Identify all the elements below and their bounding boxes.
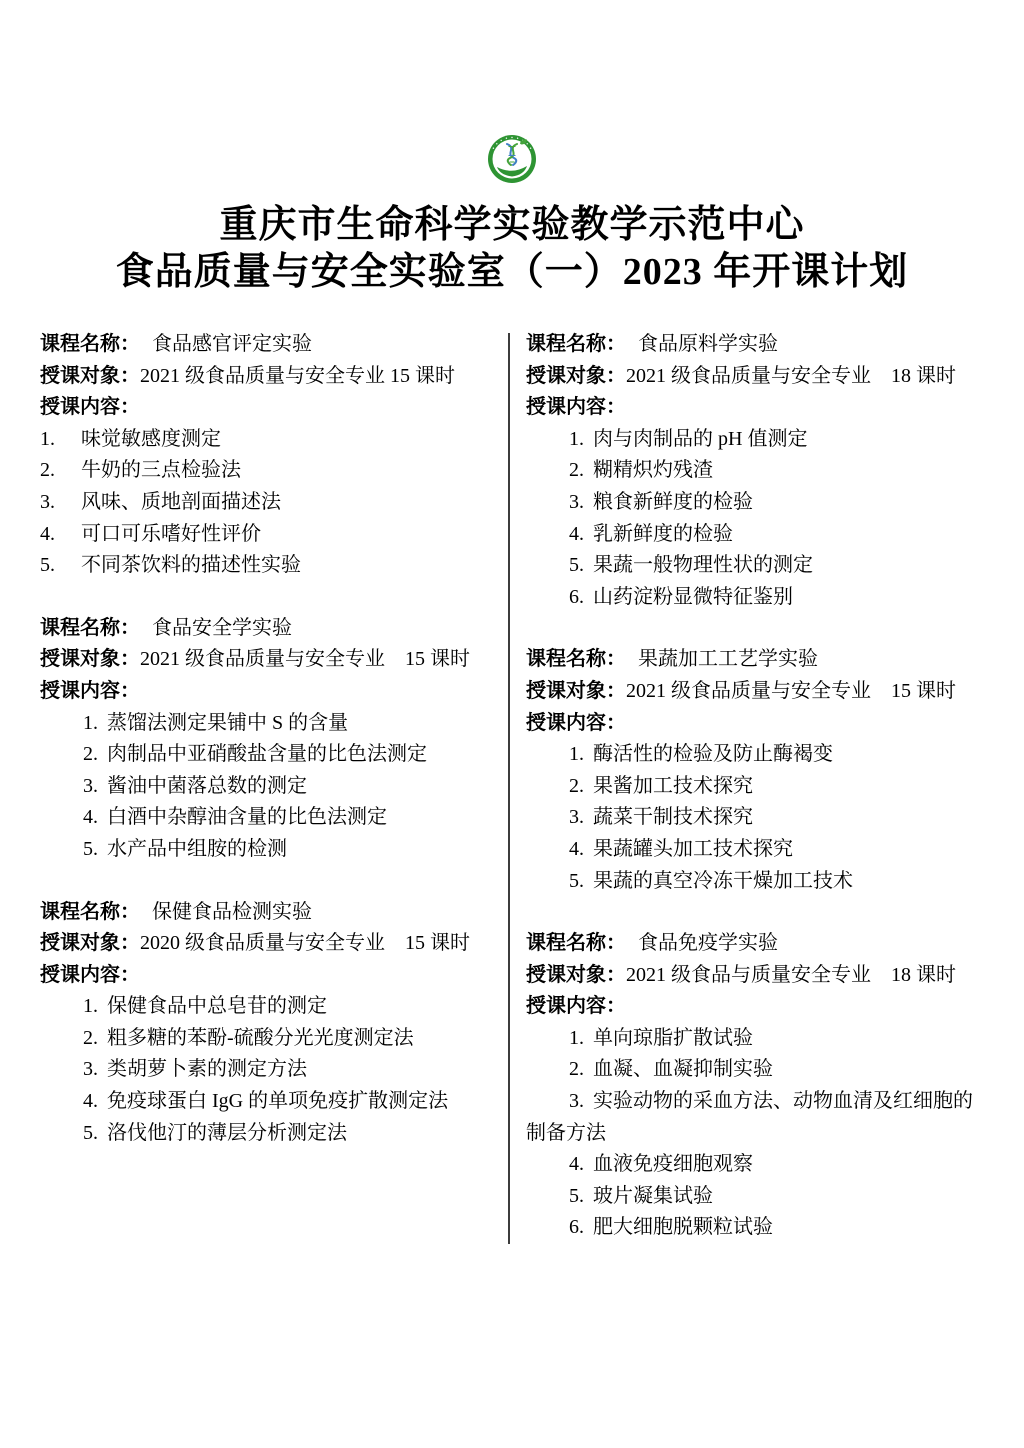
- list-item-text: 风味、质地剖面描述法: [81, 490, 281, 513]
- page-title: [0, 202, 1024, 296]
- course-target: 2020 级食品质量与安全专业 15 课时: [140, 932, 470, 955]
- list-item-number: 3.: [83, 774, 98, 797]
- list-item: [40, 834, 492, 866]
- list-item: [40, 550, 492, 582]
- course-item-list: [40, 991, 492, 1149]
- list-item: [40, 739, 492, 771]
- course-target: 2021 级食品质量与安全专业 15 课时: [140, 648, 470, 671]
- list-item-text: 水产品中组胺的检测: [107, 837, 287, 860]
- logo-container: [0, 0, 1024, 186]
- list-item-number: 4.: [569, 837, 584, 860]
- course-target-line: [40, 361, 492, 393]
- list-item-text: 保健食品中总皂苷的测定: [107, 995, 327, 1018]
- course-content-line: [526, 392, 974, 424]
- list-item-number: 6.: [569, 585, 584, 608]
- course-name: 食品感官评定实验: [152, 333, 312, 355]
- course-content-line: [40, 960, 492, 992]
- page-title-line1: 重庆市生命科学实验教学示范中心: [219, 204, 805, 246]
- course-content-line: [40, 676, 492, 708]
- course-target: 2021 级食品质量与安全专业 15 课时: [626, 679, 956, 702]
- list-item-number: 2.: [569, 1058, 584, 1081]
- course-name-line: [526, 329, 974, 361]
- list-item-text: 果蔬罐头加工技术探究: [593, 837, 793, 860]
- course-target-label: 授课对象：: [40, 932, 140, 955]
- course-target: 2021 级食品与质量安全专业 18 课时: [626, 963, 956, 986]
- left-column: [40, 329, 492, 1244]
- list-item: [526, 1086, 974, 1149]
- list-item-number: 2.: [569, 459, 584, 482]
- list-item-number: 5.: [569, 869, 584, 892]
- course-name-label: 课程名称：: [526, 333, 626, 355]
- list-item: [526, 771, 974, 803]
- list-item-text: 不同茶饮料的描述性实验: [81, 554, 301, 577]
- list-item-text: 山药淀粉显微特征鉴别: [593, 585, 793, 608]
- list-item-number: 3.: [83, 1058, 98, 1081]
- course-name-line: [40, 613, 492, 645]
- list-item-text: 蒸馏法测定果铺中 S 的含量: [107, 711, 349, 734]
- list-item-number: 4.: [40, 522, 55, 545]
- list-item: [526, 582, 974, 614]
- list-item-text: 粗多糖的苯酚-硫酸分光光度测定法: [107, 1026, 414, 1049]
- list-item-text: 果蔬的真空冷冻干燥加工技术: [593, 869, 853, 892]
- list-item-text: 酶活性的检验及防止酶褐变: [593, 743, 833, 766]
- list-item-text: 血凝、血凝抑制实验: [593, 1058, 773, 1081]
- list-item: [40, 424, 492, 456]
- course-content-line: [526, 991, 974, 1023]
- course-name-label: 课程名称：: [526, 932, 626, 955]
- course-name: 食品免疫学实验: [638, 932, 778, 955]
- center-logo-icon: [487, 134, 537, 184]
- course-target-label: 授课对象：: [526, 679, 626, 702]
- list-item-number: 1.: [569, 1026, 584, 1049]
- list-item-text: 玻片凝集试验: [593, 1184, 713, 1207]
- list-item-number: 1.: [83, 995, 98, 1018]
- course-target-line: [40, 644, 492, 676]
- course-content-label: 授课内容：: [526, 396, 626, 419]
- course-name: 食品原料学实验: [638, 333, 778, 355]
- list-item-text: 单向琼脂扩散试验: [593, 1026, 753, 1049]
- course-target: 2021 级食品质量与安全专业 18 课时: [626, 364, 956, 387]
- list-item: [526, 1181, 974, 1213]
- course-name-line: [40, 329, 492, 361]
- course-target-label: 授课对象：: [40, 648, 140, 671]
- course-item-list: [526, 739, 974, 897]
- document-body: [0, 296, 1024, 1244]
- list-item-number: 3.: [40, 490, 55, 513]
- list-item: [526, 455, 974, 487]
- list-item: [526, 519, 974, 551]
- course-item-list: [526, 1023, 974, 1244]
- list-item-number: 1.: [40, 427, 55, 450]
- course-content-label: 授课内容：: [40, 396, 140, 419]
- list-item-number: 1.: [569, 427, 584, 450]
- list-item-text: 乳新鲜度的检验: [593, 522, 733, 545]
- course-name: 保健食品检测实验: [152, 900, 312, 923]
- course-content-line: [40, 392, 492, 424]
- list-item-number: 3.: [569, 806, 584, 829]
- course-name-label: 课程名称：: [526, 648, 626, 671]
- list-item: [526, 1212, 974, 1244]
- right-column: [526, 329, 974, 1244]
- list-item: [526, 802, 974, 834]
- list-item-text: 果蔬一般物理性状的测定: [593, 554, 813, 577]
- list-item-text: 味觉敏感度测定: [81, 427, 221, 450]
- list-item-text: 糊精炽灼残渣: [593, 459, 713, 482]
- list-item: [526, 866, 974, 898]
- course-target-line: [526, 676, 974, 708]
- course-content-line: [526, 708, 974, 740]
- list-item: [40, 771, 492, 803]
- list-item: [40, 991, 492, 1023]
- course-name-label: 课程名称：: [40, 333, 140, 355]
- list-item-number: 4.: [569, 1153, 584, 1176]
- list-item-number: 2.: [83, 743, 98, 766]
- list-item-number: 1.: [569, 743, 584, 766]
- course-target-label: 授课对象：: [526, 364, 626, 387]
- list-item: [526, 1149, 974, 1181]
- list-item-number: 5.: [40, 554, 55, 577]
- list-item: [526, 1023, 974, 1055]
- list-item-number: 4.: [83, 806, 98, 829]
- list-item: [526, 1054, 974, 1086]
- list-item-text: 血液免疫细胞观察: [593, 1153, 753, 1176]
- list-item-number: 3.: [569, 1090, 584, 1113]
- list-item: [526, 739, 974, 771]
- course-name-label: 课程名称：: [40, 900, 140, 923]
- list-item-number: 1.: [83, 711, 98, 734]
- course-block-fruit-veg-processing: [526, 644, 974, 897]
- list-item-text: 类胡萝卜素的测定方法: [107, 1058, 307, 1081]
- course-block-food-safety: [40, 613, 492, 866]
- list-item-text: 免疫球蛋白 IgG 的单项免疫扩散测定法: [107, 1090, 449, 1113]
- list-item: [40, 708, 492, 740]
- list-item-text: 可口可乐嗜好性评价: [81, 522, 261, 545]
- list-item-number: 4.: [569, 522, 584, 545]
- list-item-number: 2.: [83, 1026, 98, 1049]
- list-item-number: 6.: [569, 1216, 584, 1239]
- course-name-line: [40, 897, 492, 929]
- course-target-label: 授课对象：: [40, 364, 140, 387]
- list-item-number: 2.: [40, 459, 55, 482]
- course-name: 食品安全学实验: [152, 616, 292, 639]
- list-item: [40, 1023, 492, 1055]
- list-item-number: 3.: [569, 490, 584, 513]
- course-name-line: [526, 928, 974, 960]
- list-item-text: 酱油中菌落总数的测定: [107, 774, 307, 797]
- page-title-line2: 食品质量与安全实验室（一）2023 年开课计划: [115, 251, 909, 293]
- list-item-number: 4.: [83, 1090, 98, 1113]
- course-target-line: [40, 928, 492, 960]
- list-item: [526, 834, 974, 866]
- list-item: [40, 455, 492, 487]
- list-item-text: 果酱加工技术探究: [593, 774, 753, 797]
- course-block-food-immunology: [526, 928, 974, 1244]
- course-name-label: 课程名称：: [40, 616, 140, 639]
- course-item-list: [526, 424, 974, 614]
- course-content-label: 授课内容：: [526, 995, 626, 1018]
- course-block-food-sensory: [40, 329, 492, 582]
- list-item-number: 5.: [83, 837, 98, 860]
- column-divider: [508, 333, 510, 1244]
- list-item-text: 实验动物的采血方法、动物血清及红细胞的制备方法: [526, 1090, 973, 1144]
- list-item: [40, 487, 492, 519]
- course-block-raw-materials: [526, 329, 974, 613]
- course-target-label: 授课对象：: [526, 963, 626, 986]
- course-name: 果蔬加工工艺学实验: [638, 648, 818, 671]
- course-target-line: [526, 960, 974, 992]
- list-item-text: 肉制品中亚硝酸盐含量的比色法测定: [107, 743, 427, 766]
- list-item-text: 蔬菜干制技术探究: [593, 806, 753, 829]
- list-item-number: 5.: [83, 1121, 98, 1144]
- course-item-list: [40, 424, 492, 582]
- course-item-list: [40, 708, 492, 866]
- course-name-line: [526, 644, 974, 676]
- list-item-text: 白酒中杂醇油含量的比色法测定: [107, 806, 387, 829]
- list-item: [40, 1086, 492, 1118]
- list-item-text: 粮食新鲜度的检验: [593, 490, 753, 513]
- course-content-label: 授课内容：: [40, 963, 140, 986]
- list-item-text: 牛奶的三点检验法: [81, 459, 241, 482]
- list-item-number: 5.: [569, 554, 584, 577]
- list-item-number: 5.: [569, 1184, 584, 1207]
- list-item: [40, 1118, 492, 1150]
- list-item: [526, 487, 974, 519]
- course-block-health-food: [40, 897, 492, 1150]
- list-item-text: 肥大细胞脱颗粒试验: [593, 1216, 773, 1239]
- list-item-text: 肉与肉制品的 pH 值测定: [593, 427, 808, 450]
- list-item-text: 洛伐他汀的薄层分析测定法: [107, 1121, 347, 1144]
- course-content-label: 授课内容：: [40, 679, 140, 702]
- course-target: 2021 级食品质量与安全专业 15 课时: [140, 364, 455, 387]
- list-item: [526, 550, 974, 582]
- list-item: [526, 424, 974, 456]
- list-item-number: 2.: [569, 774, 584, 797]
- course-content-label: 授课内容：: [526, 711, 626, 734]
- course-target-line: [526, 361, 974, 393]
- list-item: [40, 802, 492, 834]
- list-item: [40, 1054, 492, 1086]
- list-item: [40, 519, 492, 551]
